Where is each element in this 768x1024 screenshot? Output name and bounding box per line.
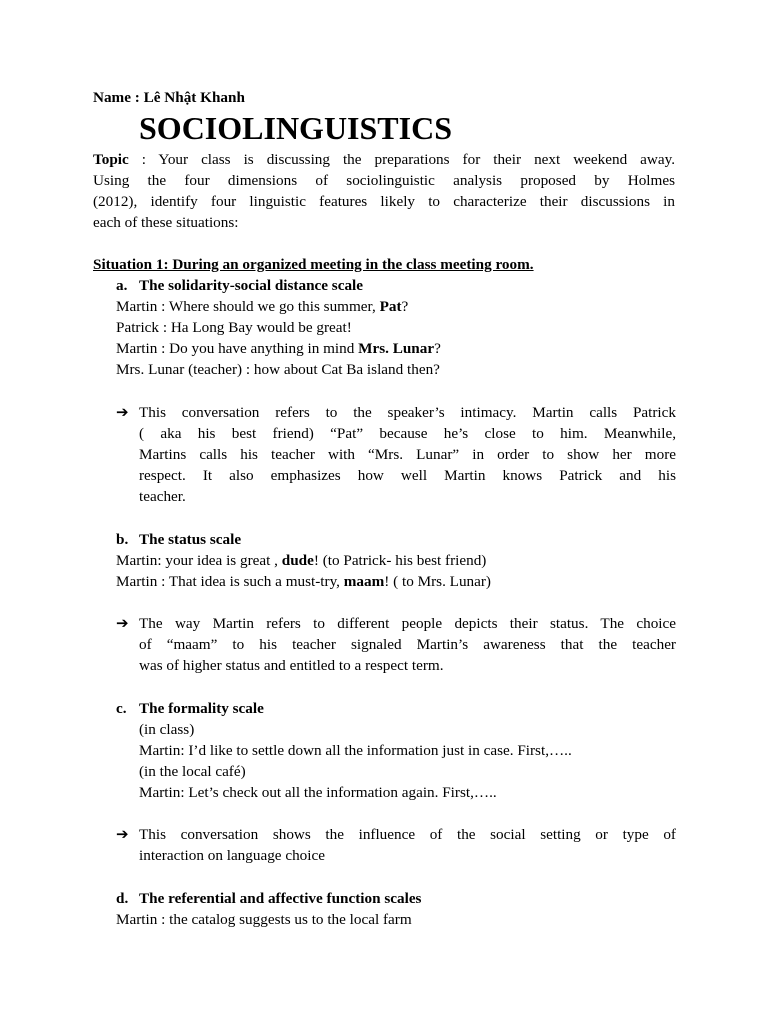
context-note: (in class) xyxy=(139,721,195,738)
analysis-b xyxy=(116,613,676,676)
section-d-heading: d. The referential and affective function scales xyxy=(116,890,422,907)
arrow-icon: ➔ xyxy=(116,404,129,421)
analysis-c xyxy=(116,824,676,866)
dialogue-line: Martin : Do you have anything in mind Mrs. Lunar? xyxy=(116,340,441,357)
context-note: (in the local café) xyxy=(139,763,246,780)
topic-line: Topic : Your class is discussing the preparations for their next weekend away. xyxy=(93,151,676,168)
arrow-icon: ➔ xyxy=(116,615,129,632)
dialogue-line: Patrick : Ha Long Bay would be great! xyxy=(116,319,352,336)
arrow-icon: ➔ xyxy=(116,826,129,843)
topic-label: Topic xyxy=(93,151,129,168)
analysis-line: Martins calls his teacher with “Mrs. Lunar” in order to show her more xyxy=(139,446,676,463)
student-name: Name : Lê Nhật Khanh xyxy=(93,89,245,106)
situation-heading: Situation 1: During an organized meeting in the class meeting room. xyxy=(93,256,534,273)
dialogue-line: Martin : the catalog suggests us to the local farm xyxy=(116,911,412,928)
analysis-line: This conversation shows the influence of the social setting or type of xyxy=(139,826,676,843)
dialogue-line: Martin : Where should we go this summer, Pat? xyxy=(116,298,409,315)
topic-paragraph xyxy=(93,149,675,233)
dialogue-line: Martin: your idea is great , dude! (to Patrick- his best friend) xyxy=(116,552,487,569)
dialogue-line: Martin: Let’s check out all the information again. First,….. xyxy=(139,784,497,801)
analysis-line: teacher. xyxy=(139,488,186,505)
analysis-line: This conversation refers to the speaker’s intimacy. Martin calls Patrick xyxy=(139,404,676,421)
dialogue-line: Mrs. Lunar (teacher) : how about Cat Ba island then? xyxy=(116,361,440,378)
analysis-line: was of higher status and entitled to a respect term. xyxy=(139,657,444,674)
analysis-line: of “maam” to his teacher signaled Martin’s awareness that the teacher xyxy=(139,636,676,653)
analysis-line: ( aka his best friend) “Pat” because he’s close to him. Meanwhile, xyxy=(139,425,676,442)
dialogue-line: Martin: I’d like to settle down all the information just in case. First,….. xyxy=(139,742,572,759)
topic-line: (2012), identify four linguistic features likely to characterize their discussions in xyxy=(93,193,675,210)
document-title: SOCIOLINGUISTICS xyxy=(139,110,452,146)
analysis-line: respect. It also emphasizes how well Martin knows Patrick and his xyxy=(139,467,676,484)
analysis-line: The way Martin refers to different people depicts their status. The choice xyxy=(139,615,676,632)
section-a-heading: a. The solidarity-social distance scale xyxy=(116,277,364,294)
topic-line: each of these situations: xyxy=(93,214,239,231)
dialogue-line: Martin : That idea is such a must-try, maam! ( to Mrs. Lunar) xyxy=(116,573,491,590)
section-b-heading: b. The status scale xyxy=(116,531,242,548)
analysis-a xyxy=(116,402,676,507)
analysis-line: interaction on language choice xyxy=(139,847,325,864)
section-c-heading: c. The formality scale xyxy=(116,700,264,717)
topic-line: Using the four dimensions of sociolinguistic analysis proposed by Holmes xyxy=(93,172,675,189)
